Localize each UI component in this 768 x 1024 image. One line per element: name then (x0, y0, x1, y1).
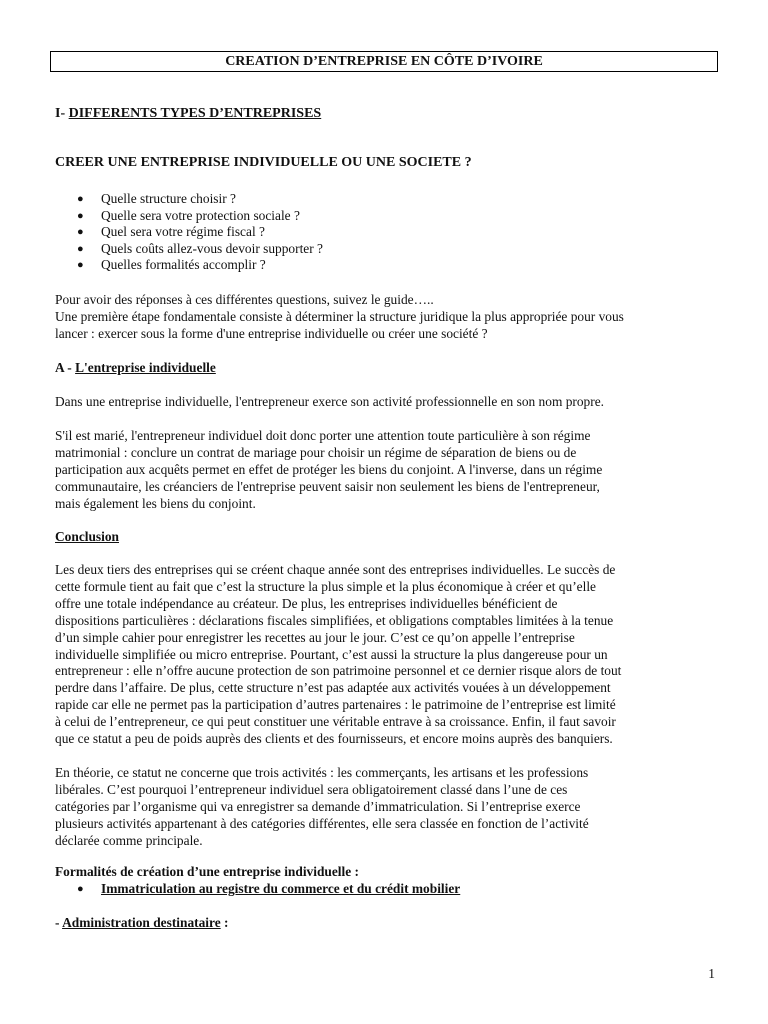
formalites-heading: Formalités de création d’une entreprise individuelle : (55, 864, 359, 879)
section-number: I- (55, 106, 69, 121)
bullet-icon: ● (77, 242, 84, 255)
bullet-icon: ● (77, 209, 84, 222)
bullet-icon: ● (77, 883, 84, 895)
list-item: ● Quelle sera votre protection sociale ? (77, 207, 300, 223)
paragraph: S'il est marié, l'entrepreneur individuel doit donc porter une attention toute particulière à son régime matrimonial : conclure un contrat de mariage pour choisir un régime de séparation de biens ou de participation aux acquêts permet en effet de protéger les biens du conjoint. A l'inverse, dans un régime communautaire, les créanciers de l'entreprise peuvent saisir non seulement les biens de l'entrepreneur, mais également les biens du conjoint. (55, 428, 603, 511)
question-heading: CREER UNE ENTREPRISE INDIVIDUELLE OU UNE SOCIETE ? (55, 155, 472, 170)
question-list (55, 191, 695, 274)
list-item: ● Quel sera votre régime fiscal ? (77, 224, 265, 240)
list-item: ● Quelles formalités accomplir ? (77, 257, 266, 273)
admin-heading: - Administration destinataire : (55, 915, 229, 930)
page-number: 1 (708, 966, 715, 981)
section-heading (55, 106, 719, 123)
paragraph: Les deux tiers des entreprises qui se créent chaque année sont des entreprises individuelles. Le succès de cette formule tient au fait que c’est la structure la plus simple et la plus économique à créer et qu’elle offre une totale indépendance au créateur. De plus, les entreprises individuelles bénéficient de dispositions particulières : déclarations fiscales simplifiées, et obligations comptables limitées à la tenue d’un simple cahier pour enregistrer les recettes au jour le jour. C’est ce qu’on appelle l’entreprise individuelle simplifiée ou micro entreprise. Pourtant, c’est aussi la structure la plus dangereuse pour un entrepreneur : elle n’offre aucune protection de son patrimoine personnel et ce dernier risque alors de tout perdre dans l’affaire. De plus, cette structure n’est pas adaptée aux activités vouées à un développement rapide car elle ne permet pas la participation d’autres partenaires : le patrimoine de l’entreprise est limité à celui de l’entrepreneur, ce qui peut constituer une véritable entrave à sa croissance. Enfin, il faut savoir que ce statut a peu de poids auprès des clients et des fournisseurs, et encore moins auprès des banquiers. (55, 562, 622, 747)
list-item: ● Immatriculation au registre du commerce et du crédit mobilier (77, 881, 461, 896)
subsection-title: L'entreprise individuelle (75, 360, 216, 375)
subsection-heading: A - L'entreprise individuelle (55, 360, 216, 375)
intro-paragraph: Pour avoir des réponses à ces différentes questions, suivez le guide….. Une première étape fondamentale consiste à déterminer la structure juridique la plus appropriée pour vous lancer : exercer sous la forme d'une entreprise individuelle ou créer une société ? (55, 292, 624, 341)
section-title: DIFFERENTS TYPES D’ENTREPRISES (68, 106, 322, 121)
formalites-list (55, 881, 695, 898)
bullet-icon: ● (77, 226, 84, 239)
conclusion-heading: Conclusion (55, 529, 119, 544)
list-item: ● Quelle structure choisir ? (77, 191, 236, 206)
bullet-icon: ● (77, 259, 84, 272)
paragraph: Dans une entreprise individuelle, l'entrepreneur exerce son activité professionnelle en son nom propre. (55, 394, 605, 409)
bullet-icon: ● (77, 193, 84, 205)
list-item: ● Quels coûts allez-vous devoir supporter ? (77, 240, 323, 256)
paragraph: En théorie, ce statut ne concerne que trois activités : les commerçants, les artisans et les professions libérales. C’est pourquoi l’entrepreneur individuel sera obligatoirement classé dans l’une de ces catégories par l’organisme qui va enregistrer sa demande d’immatriculation. Si l’entreprise exerce plusieurs activités appartenant à des catégories différentes, elle sera classée en fonction de l’activité déclarée comme principale. (55, 765, 589, 848)
document-title: CREATION D’ENTREPRISE EN CÔTE D’IVOIRE (50, 51, 718, 72)
